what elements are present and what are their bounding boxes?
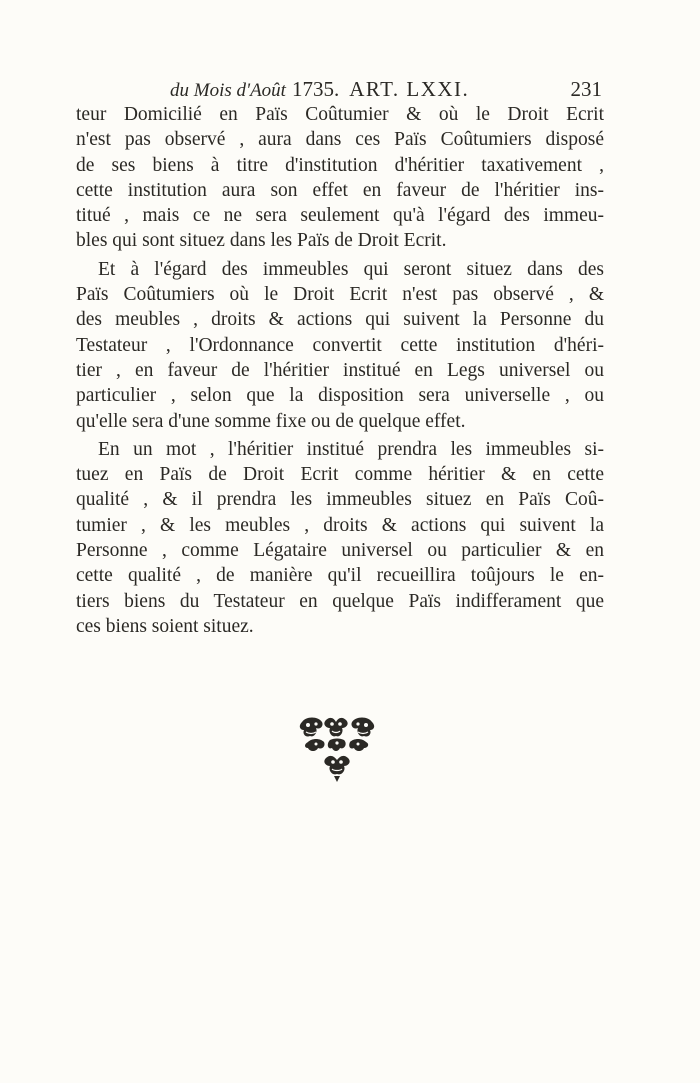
text-line: tuez en Païs de Droit Ecrit comme héritier & en cette (76, 464, 604, 486)
text-line: bles qui sont situez dans les Païs de Droit Ecrit. (76, 230, 447, 252)
text-line: Et à l'égard des immeubles qui seront situez dans des (98, 258, 604, 280)
paragraph-2 (76, 257, 604, 434)
text-line: qualité , & il prendra les immeubles situez en Païs Coû- (76, 489, 604, 511)
text-line: tiers biens du Testateur en quelque Païs indifferament que (76, 590, 604, 612)
text-line: tumier , & les meubles , droits & actions qui suivent la (76, 514, 604, 536)
text-line: particulier , selon que la disposition sera universelle , ou (76, 385, 604, 407)
text-line: Païs Coûtumiers où le Droit Ecrit n'est pas observé , & (76, 284, 604, 306)
text-line: des meubles , droits & actions qui suivent la Personne du (76, 309, 604, 331)
text-line: de ses biens à titre d'institution d'héritier taxativement , (76, 154, 604, 176)
text-line: cette institution aura son effet en faveur de l'héritier ins- (76, 179, 604, 201)
text-line: teur Domicilié en Païs Coûtumier & où le Droit Ecrit (76, 104, 604, 125)
fleuron-ornament-icon (296, 714, 378, 784)
text-line: tier , en faveur de l'héritier institué en Legs universel ou (76, 359, 604, 381)
running-head-year: 1735. (291, 77, 340, 101)
page-number: 231 (570, 77, 602, 101)
text-line: titué , mais ce ne sera seulement qu'à l'égard des immeu- (76, 205, 604, 227)
text-line: ces biens soient situez. (76, 615, 254, 637)
paragraph-3 (76, 437, 604, 639)
text-line: Personne , comme Légataire universel ou particulier & en (76, 540, 604, 562)
body-text (76, 102, 604, 639)
running-head (170, 76, 602, 102)
running-head-title: du Mois d'Août (170, 80, 286, 101)
text-line: qu'elle sera d'une somme fixe ou de quelque effet. (76, 410, 466, 432)
paragraph-1 (76, 102, 604, 254)
text-line: Testateur , l'Ordonnance convertit cette institution d'héri- (76, 334, 604, 356)
running-head-article: ART. LXXI. (349, 77, 470, 101)
text-line: En un mot , l'héritier institué prendra les immeubles si- (98, 438, 604, 460)
text-line: n'est pas observé , aura dans ces Païs Coûtumiers disposé (76, 129, 604, 151)
text-line: cette qualité , de manière qu'il recueillira toûjours le en- (76, 565, 604, 587)
